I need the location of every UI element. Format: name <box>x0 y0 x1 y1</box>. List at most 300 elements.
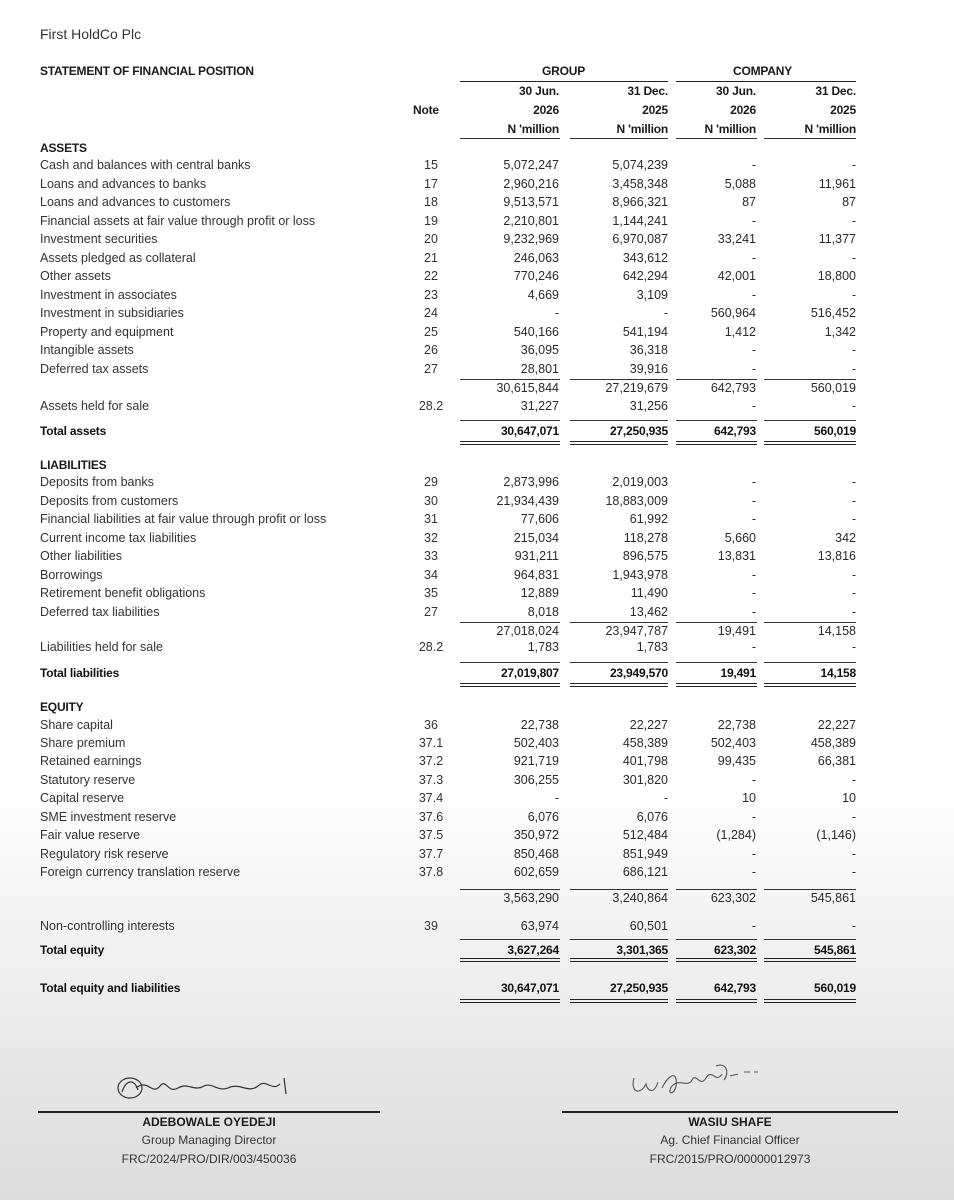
underline <box>764 379 856 380</box>
group-header: GROUP <box>542 64 586 78</box>
row-value-col3: (1,146) <box>816 828 856 842</box>
row-note: 25 <box>424 325 438 339</box>
statement-title: STATEMENT OF FINANCIAL POSITION <box>40 64 254 78</box>
row-note: 29 <box>424 475 438 489</box>
underline <box>460 379 560 380</box>
row-value-col2: 5,088 <box>724 177 756 191</box>
row-value-col2: 502,403 <box>710 736 756 750</box>
row-value-col3: - <box>851 158 856 172</box>
row-note: 18 <box>424 195 438 209</box>
col2-l3: N 'million <box>704 122 756 136</box>
double-underline <box>676 683 757 687</box>
double-underline <box>764 999 856 1003</box>
row-value-col3: - <box>851 605 856 619</box>
row-value-col0: 63,974 <box>520 919 559 933</box>
row-value-col1: 896,575 <box>622 549 668 563</box>
row-value-col1: 401,798 <box>622 754 668 768</box>
row-value-col3: 10 <box>842 791 856 805</box>
table-row <box>0 158 954 176</box>
row-label: Loans and advances to banks <box>40 177 207 191</box>
row-note: 19 <box>424 214 438 228</box>
underline <box>570 622 668 623</box>
row-value-col2: - <box>751 362 756 376</box>
group-header-rule <box>460 81 668 82</box>
row-value-col2: 642,793 <box>714 981 756 995</box>
table-row <box>0 399 954 417</box>
row-value-col3: - <box>851 362 856 376</box>
row-note: 37.7 <box>418 847 444 861</box>
underline <box>676 622 757 623</box>
row-value-col3: 560,019 <box>814 424 856 438</box>
underline <box>570 889 668 890</box>
row-label: Retained earnings <box>40 754 142 768</box>
row-value-col1: 3,301,365 <box>616 943 668 957</box>
col3-l2: 2025 <box>830 103 856 117</box>
row-value-col3: 545,861 <box>810 891 856 905</box>
table-row <box>0 531 954 549</box>
row-label: Capital reserve <box>40 791 125 805</box>
row-value-col1: 31,256 <box>629 399 668 413</box>
row-label: Financial liabilities at fair value through profit or loss <box>40 512 327 526</box>
row-value-col1: 3,458,348 <box>612 177 668 191</box>
row-value-col1: 27,219,679 <box>605 381 668 395</box>
row-value-col1: 3,240,864 <box>612 891 668 905</box>
row-value-col0: 4,669 <box>527 288 559 302</box>
row-label: Intangible assets <box>40 343 134 357</box>
row-label: Investment in subsidiaries <box>40 306 184 320</box>
table-row <box>0 847 954 865</box>
row-label: Assets pledged as collateral <box>40 251 196 265</box>
row-note: 26 <box>424 343 438 357</box>
row-value-col0: - <box>554 306 559 320</box>
row-label: Deferred tax assets <box>40 362 149 376</box>
double-underline <box>764 683 856 687</box>
row-value-col0: 540,166 <box>513 325 559 339</box>
double-underline <box>460 958 560 962</box>
row-value-col2: 99,435 <box>717 754 756 768</box>
row-value-col1: 23,947,787 <box>605 624 668 638</box>
underline <box>570 138 668 139</box>
row-note: 37.6 <box>418 810 444 824</box>
row-value-col0: 306,255 <box>513 773 559 787</box>
row-note: 28.2 <box>418 399 444 413</box>
row-value-col0: 350,972 <box>513 828 559 842</box>
row-value-col0: 246,063 <box>513 251 559 265</box>
row-value-col2: - <box>751 919 756 933</box>
row-note: 37.4 <box>418 791 444 805</box>
signatory-2-title: Ag. Chief Financial Officer <box>660 1133 800 1147</box>
row-value-col0: 36,095 <box>520 343 559 357</box>
row-value-col2: - <box>751 251 756 265</box>
underline <box>676 662 757 663</box>
signatory-1-name: ADEBOWALE OYEDEJI <box>142 1115 276 1129</box>
row-value-col1: - <box>663 791 668 805</box>
row-value-col2: 10 <box>742 791 756 805</box>
row-value-col2: 623,302 <box>714 943 756 957</box>
row-value-col2: 642,793 <box>714 424 756 438</box>
row-value-col1: 39,916 <box>629 362 668 376</box>
table-row <box>0 865 954 883</box>
row-note: 37.5 <box>418 828 444 842</box>
row-value-col1: 343,612 <box>622 251 668 265</box>
row-value-col3: - <box>851 494 856 508</box>
row-label: Share premium <box>40 736 126 750</box>
row-note: 20 <box>424 232 438 246</box>
col0-l2: 2026 <box>533 103 559 117</box>
col0-l3: N 'million <box>507 122 559 136</box>
table-row <box>0 549 954 567</box>
table-row <box>0 773 954 791</box>
row-value-col3: - <box>851 586 856 600</box>
signatory-1-title: Group Managing Director <box>141 1133 277 1147</box>
underline <box>460 420 560 421</box>
row-value-col2: 22,738 <box>717 718 756 732</box>
double-underline <box>676 441 757 445</box>
row-value-col0: 5,072,247 <box>503 158 559 172</box>
row-label: Fair value reserve <box>40 828 141 842</box>
row-value-col2: - <box>751 288 756 302</box>
section-liabilities: LIABILITIES <box>40 458 107 472</box>
row-value-col1: 458,389 <box>622 736 668 750</box>
double-underline <box>570 683 668 687</box>
row-value-col1: 301,820 <box>622 773 668 787</box>
row-value-col1: 18,883,009 <box>605 494 668 508</box>
row-label: Deposits from banks <box>40 475 154 489</box>
row-note: 37.8 <box>418 865 444 879</box>
underline <box>570 379 668 380</box>
row-value-col0: 31,227 <box>520 399 559 413</box>
row-label: Total assets <box>40 424 107 438</box>
row-value-col0: 27,019,807 <box>500 666 559 680</box>
row-note: 17 <box>424 177 438 191</box>
row-value-col0: 921,719 <box>513 754 559 768</box>
table-row <box>0 269 954 287</box>
row-value-col1: 512,484 <box>622 828 668 842</box>
row-note: 33 <box>424 549 438 563</box>
double-underline <box>570 999 668 1003</box>
row-value-col0: 30,615,844 <box>496 381 559 395</box>
row-label: Deposits from customers <box>40 494 179 508</box>
row-label: Liabilities held for sale <box>40 640 163 654</box>
row-value-col3: - <box>851 847 856 861</box>
table-row <box>0 306 954 324</box>
col0-l1: 30 Jun. <box>519 84 559 98</box>
row-value-col2: 33,241 <box>717 232 756 246</box>
row-value-col0: 27,018,024 <box>496 624 559 638</box>
signature-line-1 <box>38 1111 380 1113</box>
row-label: Investment in associates <box>40 288 177 302</box>
row-value-col2: - <box>751 773 756 787</box>
table-row <box>0 810 954 828</box>
table-row <box>0 718 954 736</box>
row-label: Other assets <box>40 269 111 283</box>
row-value-col2: - <box>751 605 756 619</box>
row-value-col2: - <box>751 865 756 879</box>
table-row <box>0 424 954 442</box>
row-value-col2: 642,793 <box>710 381 756 395</box>
underline <box>676 138 757 139</box>
row-value-col1: 851,949 <box>622 847 668 861</box>
row-value-col0: 931,211 <box>514 549 559 563</box>
underline <box>764 889 856 890</box>
row-label: Retirement benefit obligations <box>40 586 206 600</box>
row-value-col1: 11,490 <box>630 586 668 600</box>
row-value-col2: 623,302 <box>710 891 756 905</box>
row-value-col0: 9,513,571 <box>503 195 559 209</box>
table-row <box>0 177 954 195</box>
row-value-col1: 23,949,570 <box>609 666 668 680</box>
row-value-col0: 8,018 <box>527 605 559 619</box>
row-label: Loans and advances to customers <box>40 195 231 209</box>
row-value-col3: 13,816 <box>817 549 856 563</box>
underline <box>570 939 668 940</box>
underline <box>460 939 560 940</box>
table-row <box>0 891 954 909</box>
double-underline <box>676 999 757 1003</box>
row-value-col0: 964,831 <box>513 568 559 582</box>
row-label: SME investment reserve <box>40 810 177 824</box>
double-underline <box>460 441 560 445</box>
table-row <box>0 343 954 361</box>
row-value-col2: - <box>751 494 756 508</box>
section-assets: ASSETS <box>40 141 87 155</box>
row-note: 37.3 <box>418 773 444 787</box>
row-value-col1: 22,227 <box>629 718 668 732</box>
table-row <box>0 494 954 512</box>
row-label: Regulatory risk reserve <box>40 847 169 861</box>
row-note: 39 <box>424 919 438 933</box>
underline <box>460 622 560 623</box>
row-value-col0: - <box>554 791 559 805</box>
underline <box>570 662 668 663</box>
row-label: Deferred tax liabilities <box>40 605 160 619</box>
row-value-col1: 61,992 <box>629 512 668 526</box>
row-note: 34 <box>424 568 438 582</box>
row-value-col1: 13,462 <box>629 605 668 619</box>
row-value-col0: 30,647,071 <box>500 981 559 995</box>
row-value-col3: - <box>851 475 856 489</box>
row-label: Total liabilities <box>40 666 120 680</box>
row-value-col3: 14,158 <box>820 666 856 680</box>
row-value-col2: - <box>751 512 756 526</box>
section-equity: EQUITY <box>40 700 84 714</box>
row-note: 22 <box>424 269 438 283</box>
row-value-col2: - <box>751 399 756 413</box>
row-note: 37.1 <box>418 736 444 750</box>
double-underline <box>764 958 856 962</box>
row-value-col1: 8,966,321 <box>612 195 668 209</box>
table-row <box>0 251 954 269</box>
row-value-col1: 6,970,087 <box>612 232 668 246</box>
table-row <box>0 325 954 343</box>
table-row <box>0 754 954 772</box>
table-row <box>0 981 954 999</box>
row-note: 21 <box>424 251 438 265</box>
row-value-col1: 2,019,003 <box>612 475 668 489</box>
signature-line-2 <box>562 1111 898 1113</box>
row-value-col3: 87 <box>842 195 856 209</box>
table-row <box>0 605 954 623</box>
col3-l1: 31 Dec. <box>815 84 856 98</box>
underline <box>676 379 757 380</box>
row-value-col3: 342 <box>835 531 856 545</box>
table-row <box>0 736 954 754</box>
row-value-col1: - <box>663 306 668 320</box>
row-value-col0: 2,873,996 <box>503 475 559 489</box>
row-value-col3: 22,227 <box>817 718 856 732</box>
row-label: Other liabilities <box>40 549 122 563</box>
signatory-2-frc: FRC/2015/PRO/00000012973 <box>649 1152 811 1166</box>
row-value-col0: 850,468 <box>513 847 559 861</box>
row-value-col2: 19,491 <box>717 624 756 638</box>
row-note: 30 <box>424 494 438 508</box>
row-label: Financial assets at fair value through profit or loss <box>40 214 316 228</box>
row-value-col2: (1,284) <box>716 828 756 842</box>
signature-adebowale <box>108 1068 308 1108</box>
row-value-col2: - <box>751 810 756 824</box>
row-value-col3: 516,452 <box>810 306 856 320</box>
row-note: 37.2 <box>418 754 444 768</box>
signature-wasiu <box>626 1058 786 1106</box>
row-value-col3: 545,861 <box>814 943 856 957</box>
row-value-col3: 560,019 <box>814 981 856 995</box>
row-value-col3: - <box>851 399 856 413</box>
row-value-col3: - <box>851 640 856 654</box>
table-row <box>0 195 954 213</box>
row-value-col2: - <box>751 568 756 582</box>
row-value-col3: - <box>851 251 856 265</box>
col1-l3: N 'million <box>616 122 668 136</box>
row-value-col1: 541,194 <box>622 325 668 339</box>
company-header-rule <box>676 81 856 82</box>
row-value-col0: 2,210,801 <box>503 214 559 228</box>
row-value-col1: 36,318 <box>629 343 668 357</box>
row-value-col1: 1,943,978 <box>612 568 668 582</box>
row-value-col0: 215,034 <box>513 531 559 545</box>
row-value-col2: - <box>751 158 756 172</box>
row-value-col3: - <box>851 512 856 526</box>
note-header: Note <box>413 103 439 117</box>
double-underline <box>570 958 668 962</box>
table-row <box>0 640 954 658</box>
row-note: 28.2 <box>418 640 444 654</box>
underline <box>460 662 560 663</box>
row-note: 27 <box>424 362 438 376</box>
row-value-col1: 5,074,239 <box>612 158 668 172</box>
row-value-col3: - <box>851 773 856 787</box>
row-value-col0: 6,076 <box>527 810 559 824</box>
col2-l2: 2026 <box>730 103 756 117</box>
row-label: Assets held for sale <box>40 399 150 413</box>
row-label: Foreign currency translation reserve <box>40 865 241 879</box>
row-value-col0: 770,246 <box>513 269 559 283</box>
row-note: 23 <box>424 288 438 302</box>
row-label: Total equity and liabilities <box>40 981 181 995</box>
table-row <box>0 214 954 232</box>
company-name: First HoldCo Plc <box>40 26 142 42</box>
table-row <box>0 586 954 604</box>
row-value-col1: 686,121 <box>622 865 668 879</box>
row-note: 35 <box>424 586 438 600</box>
table-row <box>0 288 954 306</box>
row-value-col0: 3,627,264 <box>507 943 559 957</box>
underline <box>460 889 560 890</box>
row-value-col3: 11,961 <box>818 177 856 191</box>
row-value-col0: 30,647,071 <box>500 424 559 438</box>
row-value-col2: - <box>751 586 756 600</box>
row-value-col3: 458,389 <box>810 736 856 750</box>
row-value-col0: 1,783 <box>527 640 559 654</box>
table-row <box>0 828 954 846</box>
underline <box>676 939 757 940</box>
row-label: Non-controlling interests <box>40 919 175 933</box>
row-value-col0: 502,403 <box>513 736 559 750</box>
row-label: Current income tax liabilities <box>40 531 197 545</box>
row-label: Share capital <box>40 718 113 732</box>
double-underline <box>676 958 757 962</box>
row-note: 24 <box>424 306 438 320</box>
row-value-col2: 5,660 <box>724 531 756 545</box>
signatory-1-frc: FRC/2024/PRO/DIR/003/450036 <box>121 1152 297 1166</box>
row-value-col3: - <box>851 568 856 582</box>
row-note: 31 <box>424 512 438 526</box>
table-row <box>0 512 954 530</box>
table-row <box>0 232 954 250</box>
row-value-col0: 77,606 <box>520 512 559 526</box>
table-row <box>0 791 954 809</box>
row-value-col0: 28,801 <box>520 362 559 376</box>
row-label: Property and equipment <box>40 325 174 339</box>
col3-l3: N 'million <box>804 122 856 136</box>
underline <box>460 138 560 139</box>
row-label: Investment securities <box>40 232 158 246</box>
underline <box>676 889 757 890</box>
double-underline <box>764 441 856 445</box>
double-underline <box>460 999 560 1003</box>
underline <box>764 420 856 421</box>
row-value-col1: 6,076 <box>636 810 668 824</box>
table-row <box>0 568 954 586</box>
row-value-col2: - <box>751 640 756 654</box>
row-value-col0: 22,738 <box>520 718 559 732</box>
double-underline <box>570 441 668 445</box>
col1-l2: 2025 <box>642 103 668 117</box>
row-value-col2: 13,831 <box>717 549 756 563</box>
row-label: Total equity <box>40 943 105 957</box>
underline <box>764 622 856 623</box>
row-value-col1: 1,144,241 <box>612 214 668 228</box>
col1-l1: 31 Dec. <box>627 84 668 98</box>
double-underline <box>460 683 560 687</box>
row-label: Cash and balances with central banks <box>40 158 251 172</box>
row-note: 32 <box>424 531 438 545</box>
row-value-col2: 87 <box>742 195 756 209</box>
row-value-col0: 602,659 <box>513 865 559 879</box>
underline <box>764 662 856 663</box>
row-label: Statutory reserve <box>40 773 136 787</box>
underline <box>570 420 668 421</box>
table-row <box>0 362 954 380</box>
row-value-col3: - <box>851 343 856 357</box>
row-value-col3: 11,377 <box>818 232 856 246</box>
row-value-col2: 19,491 <box>720 666 756 680</box>
row-value-col2: 42,001 <box>717 269 756 283</box>
table-row <box>0 381 954 399</box>
row-note: 15 <box>424 158 438 172</box>
row-value-col3: 66,381 <box>817 754 856 768</box>
table-row <box>0 666 954 684</box>
table-row <box>0 919 954 937</box>
